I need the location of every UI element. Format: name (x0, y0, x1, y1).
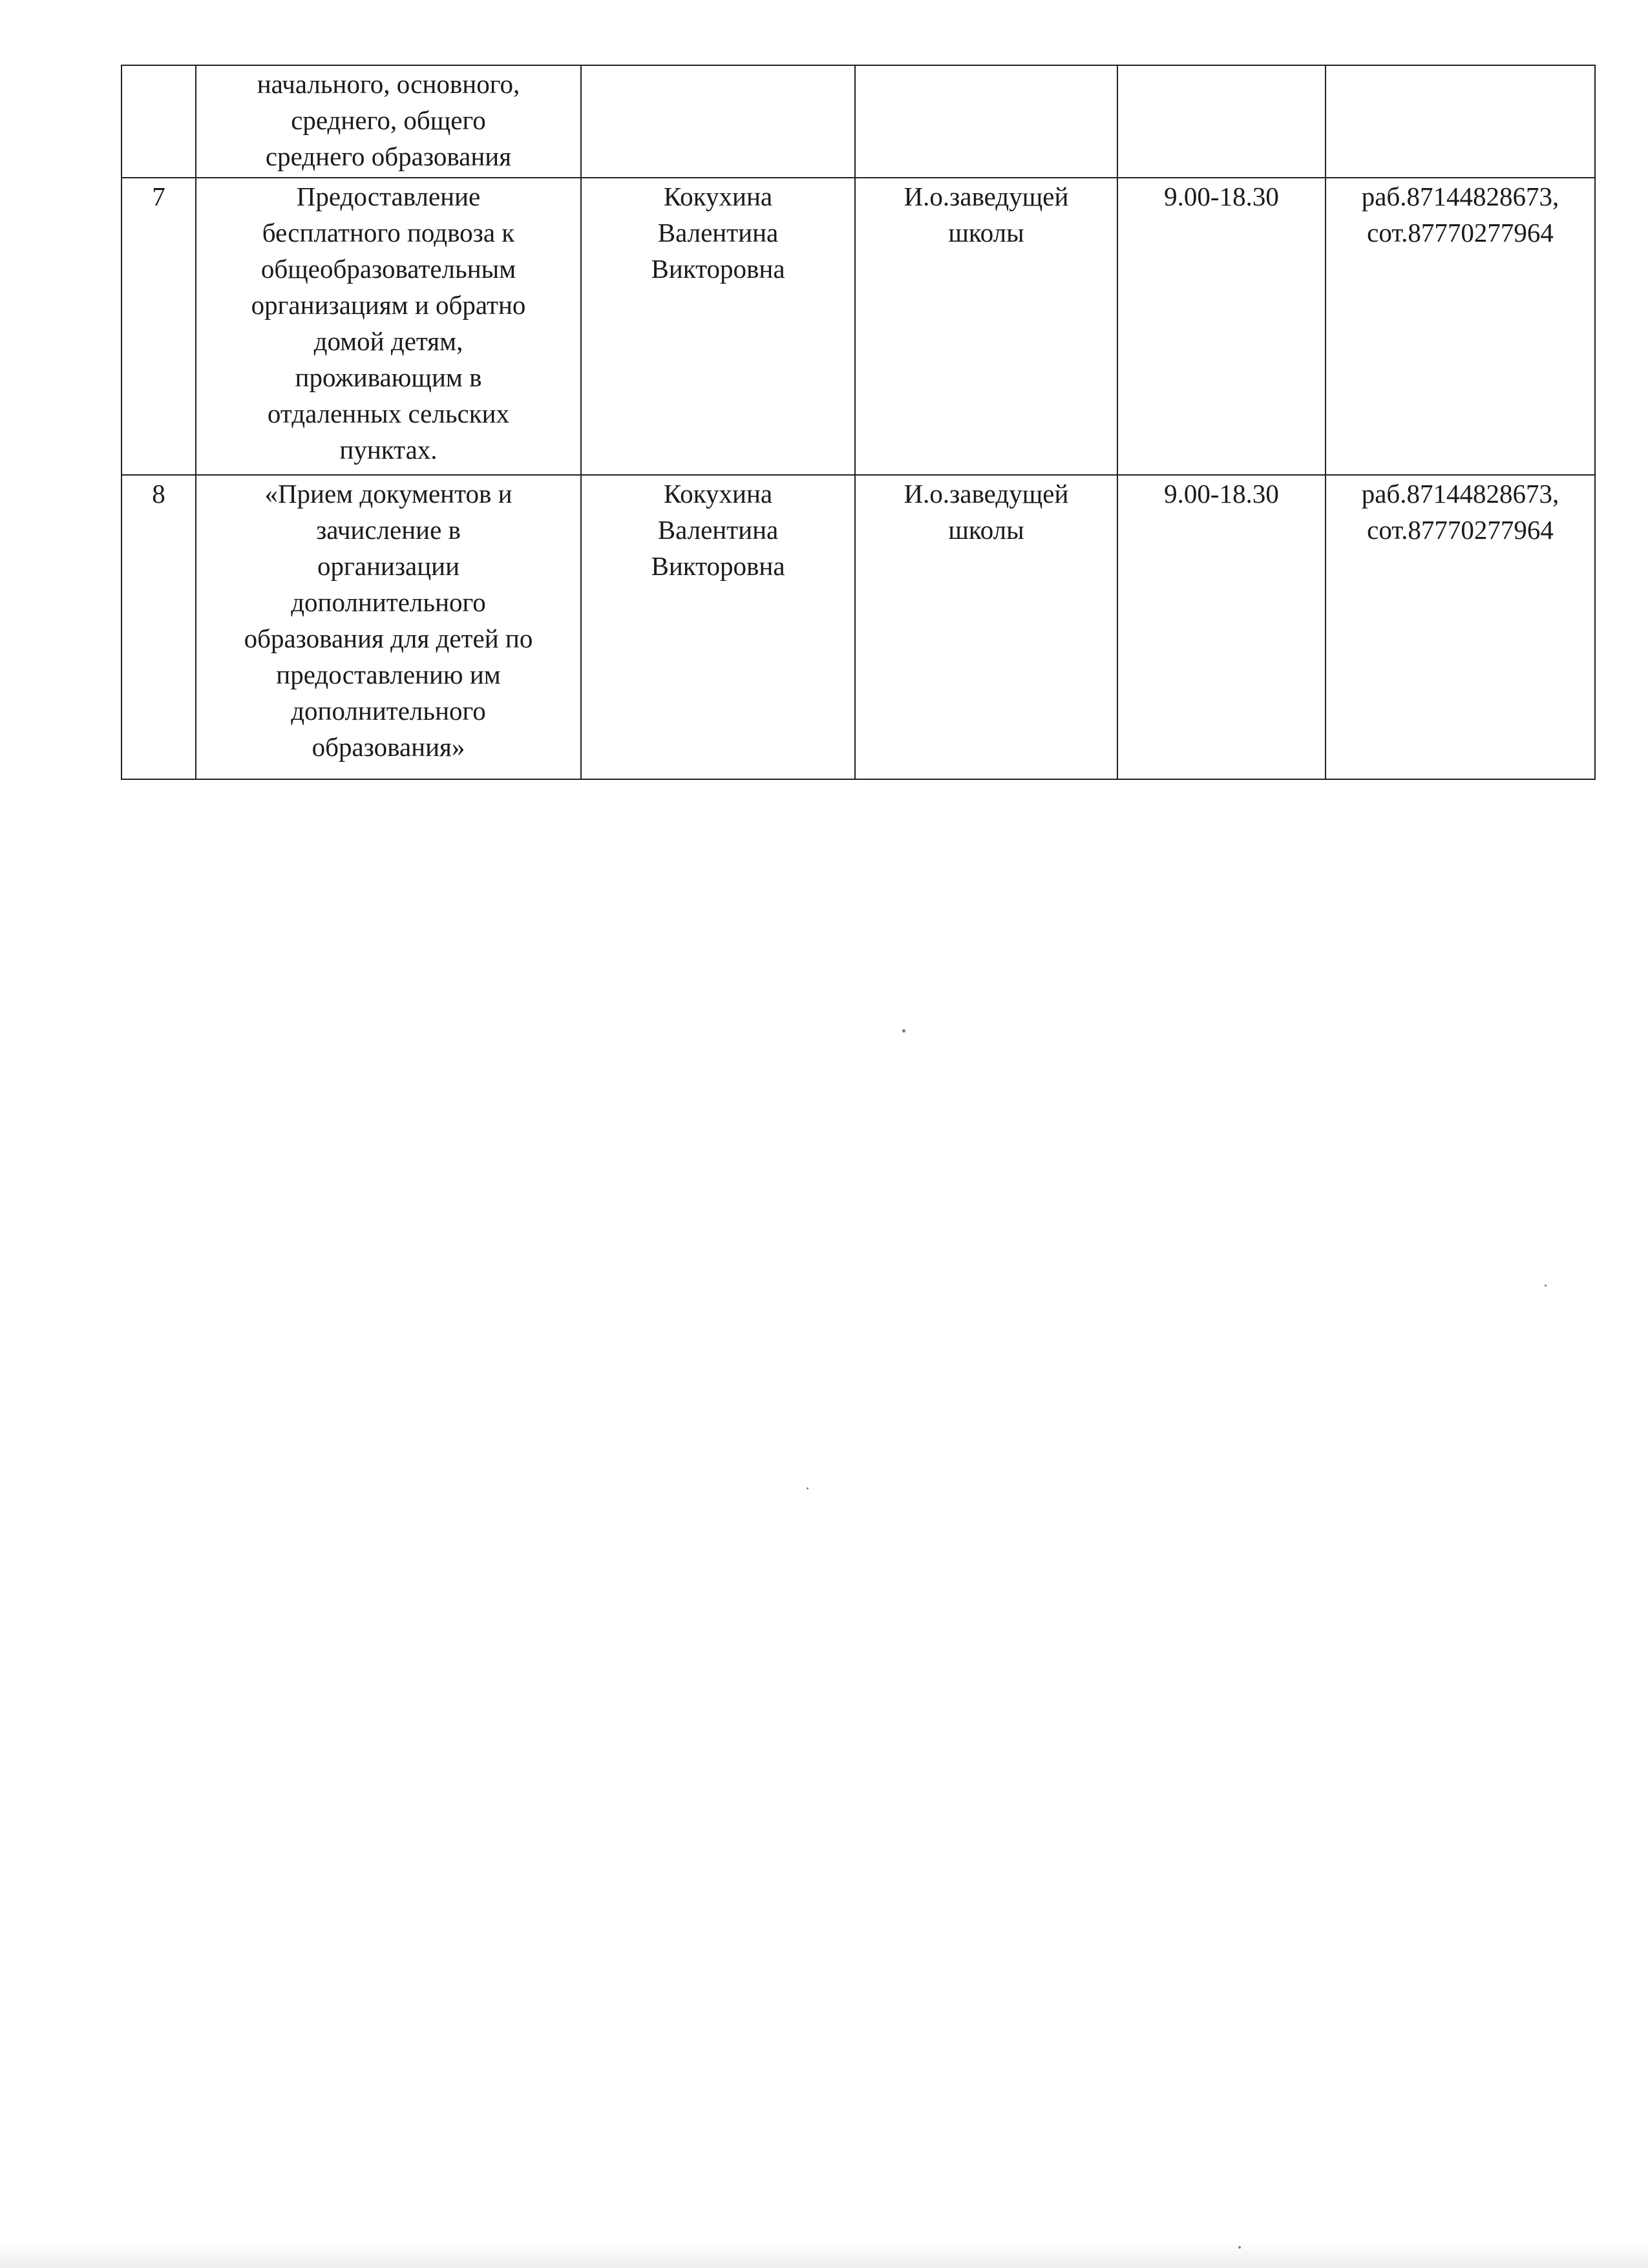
working-hours-cell: 9.00-18.30 (1117, 475, 1326, 779)
row-number-cell: 7 (121, 178, 196, 475)
service-name-cell: «Прием документов и зачисление в организации дополнительного образования для детей по предоставлению им дополнительного образования» (196, 475, 581, 779)
phone-cell: раб.87144828673, сот.87770277964 (1326, 475, 1595, 779)
scan-speck (807, 1487, 808, 1489)
position-cell: И.о.заведущей школы (855, 178, 1117, 475)
service-name-cell: начального, основного, среднего, общего среднего образования (196, 65, 581, 178)
working-hours-cell: 9.00-18.30 (1117, 178, 1326, 475)
scan-speck (1545, 1285, 1547, 1286)
phone-cell: раб.87144828673, сот.87770277964 (1326, 178, 1595, 475)
table-row (121, 475, 1595, 779)
table-row (121, 178, 1595, 475)
responsible-person-cell: Кокухина Валентина Викторовна (581, 475, 855, 779)
position-cell: И.о.заведущей школы (855, 475, 1117, 779)
row-number-cell: 8 (121, 475, 196, 779)
service-name-cell: Предоставление бесплатного подвоза к общеобразовательным организациям и обратно домой детям, проживающим в отдаленных сельских пунктах. (196, 178, 581, 475)
row-number-cell (121, 65, 196, 178)
scan-bottom-edge (0, 2242, 1648, 2268)
scan-speck (902, 1029, 905, 1033)
table-row (121, 65, 1595, 178)
position-cell (855, 65, 1117, 178)
responsible-person-cell: Кокухина Валентина Викторовна (581, 178, 855, 475)
services-table (121, 65, 1596, 780)
working-hours-cell (1117, 65, 1326, 178)
phone-cell (1326, 65, 1595, 178)
responsible-person-cell (581, 65, 855, 178)
